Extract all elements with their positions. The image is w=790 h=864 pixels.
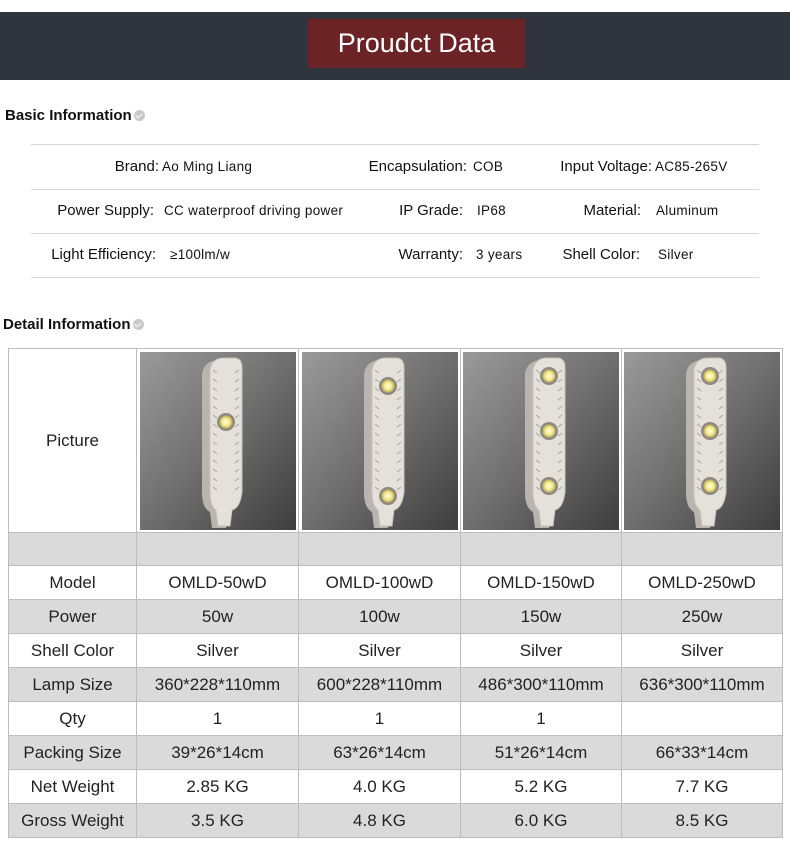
spec-label: Power (9, 600, 137, 634)
page-title: Proudct Data (308, 19, 525, 68)
spec-value: 1 (461, 702, 622, 736)
spec-row-gross-weight (9, 804, 783, 838)
spec-row-shell-color (9, 634, 783, 668)
spec-row-power (9, 600, 783, 634)
brand-label: Brand: (114, 158, 159, 175)
spec-value: 486*300*110mm (461, 668, 622, 702)
spec-row-net-weight (9, 770, 783, 804)
product-photo-cell (137, 349, 299, 533)
street-light-image (302, 352, 458, 530)
spec-row-lamp-size (9, 668, 783, 702)
check-circle-icon (133, 319, 144, 330)
header-banner (0, 12, 790, 80)
brand-value: Ao Ming Liang (162, 159, 253, 174)
picture-row (9, 349, 783, 533)
ip-grade-value: IP68 (477, 203, 506, 218)
encapsulation-value: COB (473, 159, 504, 174)
input-voltage-label: Input Voltage: (560, 158, 652, 175)
product-photo-cell (299, 349, 461, 533)
spec-value: 7.7 KG (622, 770, 783, 804)
spec-value: 1 (299, 702, 461, 736)
basic-info-heading (5, 107, 145, 124)
spec-value: Silver (461, 634, 622, 668)
spec-value: Silver (622, 634, 783, 668)
street-light-image (624, 352, 780, 530)
spec-row-model (9, 566, 783, 600)
shell-color-label: Shell Color: (562, 246, 640, 263)
spec-value: 1 (137, 702, 299, 736)
street-light-image (463, 352, 619, 530)
spec-value: 63*26*14cm (299, 736, 461, 770)
spacer-cell (9, 533, 137, 566)
spec-label: Shell Color (9, 634, 137, 668)
spec-value: 150w (461, 600, 622, 634)
power-supply-value: CC waterproof driving power (164, 203, 344, 218)
detail-info-heading-text: Detail Information (3, 316, 131, 333)
product-photo-cell (461, 349, 622, 533)
spec-label: Gross Weight (9, 804, 137, 838)
spec-value: 360*228*110mm (137, 668, 299, 702)
light-efficiency-label: Light Efficiency: (51, 246, 156, 263)
spec-value: 4.0 KG (299, 770, 461, 804)
spec-value: OMLD-150wD (461, 566, 622, 600)
spec-value: OMLD-250wD (622, 566, 783, 600)
material-value: Aluminum (656, 203, 719, 218)
spec-value: 636*300*110mm (622, 668, 783, 702)
spec-label: Qty (9, 702, 137, 736)
basic-info-row (31, 189, 759, 234)
spec-value: 250w (622, 600, 783, 634)
spec-row-packing-size (9, 736, 783, 770)
spec-value: 66*33*14cm (622, 736, 783, 770)
encapsulation-label: Encapsulation: (368, 158, 467, 175)
spec-value: 3.5 KG (137, 804, 299, 838)
spec-label: Lamp Size (9, 668, 137, 702)
spec-value: 100w (299, 600, 461, 634)
power-supply-label: Power Supply: (57, 202, 154, 219)
spec-label: Model (9, 566, 137, 600)
shell-color-value: Silver (658, 247, 694, 262)
ip-grade-label: IP Grade: (399, 202, 463, 219)
basic-info-row (31, 145, 759, 190)
spec-value: 51*26*14cm (461, 736, 622, 770)
light-efficiency-value: ≥100lm/w (170, 247, 231, 262)
spec-value: Silver (299, 634, 461, 668)
material-label: Material: (583, 202, 641, 219)
warranty-value: 3 years (476, 247, 523, 262)
product-photo-cell (622, 349, 783, 533)
spec-value (622, 702, 783, 736)
spec-value: 39*26*14cm (137, 736, 299, 770)
spacer-cell (622, 533, 783, 566)
spacer-cell (461, 533, 622, 566)
spec-value: Silver (137, 634, 299, 668)
check-circle-icon (134, 110, 145, 121)
spec-value: 6.0 KG (461, 804, 622, 838)
basic-info-heading-text: Basic Information (5, 107, 132, 124)
spec-row-qty (9, 702, 783, 736)
detail-info-heading (3, 316, 144, 333)
spacer-cell (137, 533, 299, 566)
spec-value: 8.5 KG (622, 804, 783, 838)
spacer-row (9, 533, 783, 566)
spec-value: 600*228*110mm (299, 668, 461, 702)
spec-value: 4.8 KG (299, 804, 461, 838)
basic-info-row (31, 233, 759, 278)
spacer-cell (299, 533, 461, 566)
spec-value: OMLD-50wD (137, 566, 299, 600)
basic-info-table (31, 144, 759, 279)
input-voltage-value: AC85-265V (655, 159, 728, 174)
spec-value: 2.85 KG (137, 770, 299, 804)
detail-info-table (8, 348, 783, 838)
spec-value: 5.2 KG (461, 770, 622, 804)
spec-label: Net Weight (9, 770, 137, 804)
spec-value: OMLD-100wD (299, 566, 461, 600)
spec-label: Packing Size (9, 736, 137, 770)
warranty-label: Warranty: (398, 246, 463, 263)
spec-value: 50w (137, 600, 299, 634)
street-light-image (140, 352, 296, 530)
picture-label: Picture (9, 349, 137, 533)
